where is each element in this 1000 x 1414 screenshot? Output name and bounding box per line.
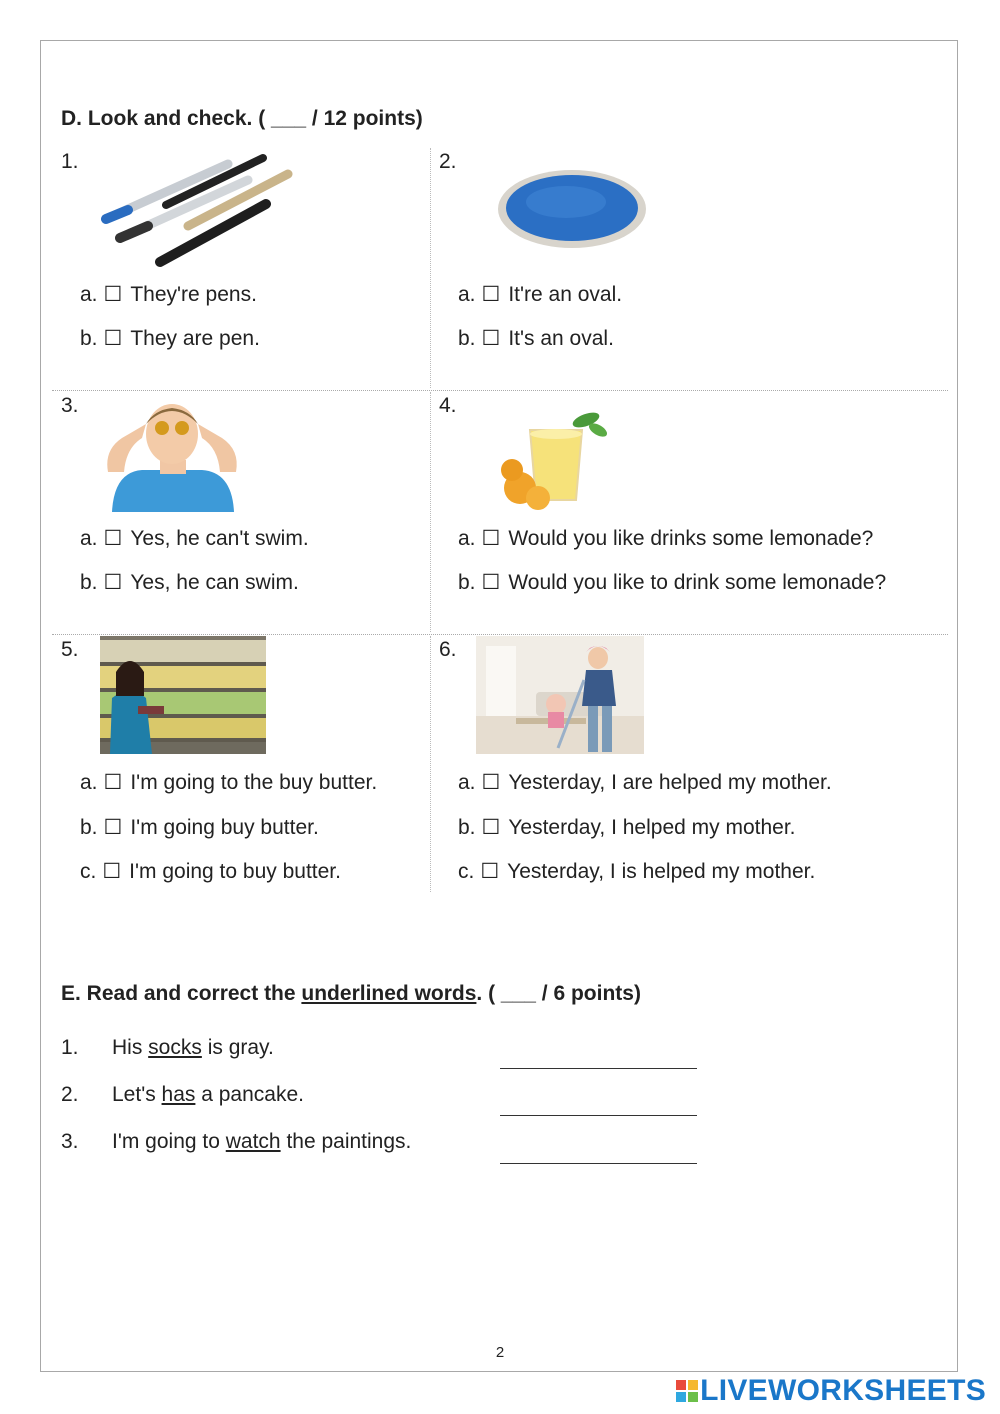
cleaning-image (476, 636, 644, 754)
answer-line-2[interactable] (500, 1115, 697, 1116)
underlined-word: socks (148, 1036, 202, 1059)
heading-part: . ( ___ / 6 points) (476, 982, 641, 1005)
question-number: 1. (61, 150, 79, 173)
option-text: Yes, he can't swim. (130, 527, 309, 550)
answer-line-3[interactable] (500, 1163, 697, 1164)
option-text: Yesterday, I are helped my mother. (508, 771, 832, 794)
lemonade-image (490, 406, 614, 512)
option-letter: b. (80, 327, 98, 350)
boy-goggles-image (102, 402, 242, 512)
option-text: Would you like drinks some lemonade? (508, 527, 874, 550)
checkbox-icon[interactable]: ☐ (103, 571, 123, 594)
checkbox-icon[interactable]: ☐ (103, 527, 123, 550)
question-number: 2. (439, 150, 457, 173)
heading-part: E. Read and correct the (61, 982, 302, 1005)
checkbox-icon[interactable]: ☐ (481, 283, 501, 306)
grid-divider-vertical (430, 636, 431, 892)
option-letter: a. (80, 771, 98, 794)
option-text: They're pens. (130, 283, 257, 306)
underlined-word: watch (225, 1130, 281, 1153)
option-4a[interactable] (458, 526, 873, 551)
item-number: 1. (61, 1036, 79, 1059)
option-text: They are pen. (130, 327, 260, 350)
option-text: It's an oval. (508, 327, 614, 350)
sentence-part: is gray. (201, 1036, 274, 1059)
checkbox-icon[interactable]: ☐ (480, 860, 500, 883)
question-number: 5. (61, 638, 79, 661)
option-text: Would you like to drink some lemonade? (508, 571, 887, 594)
option-text: Yes, he can swim. (130, 571, 299, 594)
sentence-part: I'm going to (112, 1130, 226, 1153)
option-3b[interactable] (80, 570, 299, 595)
option-letter: c. (458, 860, 475, 883)
option-letter: a. (458, 527, 476, 550)
brand-logo[interactable] (676, 1374, 986, 1408)
option-3a[interactable] (80, 526, 309, 551)
option-6b[interactable] (458, 815, 796, 840)
sentence-part: a pancake. (195, 1083, 304, 1106)
option-2a[interactable] (458, 282, 622, 307)
section-e-heading (61, 982, 641, 1006)
question-number: 6. (439, 638, 457, 661)
option-letter: b. (80, 571, 98, 594)
option-5a[interactable] (80, 770, 377, 795)
option-1a[interactable] (80, 282, 257, 307)
answer-line-1[interactable] (500, 1068, 697, 1069)
checkbox-icon[interactable]: ☐ (481, 816, 501, 839)
pens-image (98, 150, 298, 268)
checkbox-icon[interactable]: ☐ (103, 283, 123, 306)
question-number: 3. (61, 394, 79, 417)
liveworksheets-logo-icon (676, 1380, 698, 1402)
option-text: I'm going to buy butter. (129, 860, 341, 883)
option-letter: b. (80, 816, 98, 839)
grid-divider-horizontal (52, 390, 948, 391)
checkbox-icon[interactable]: ☐ (103, 327, 123, 350)
oval-image (496, 168, 648, 250)
option-text: Yesterday, I is helped my mother. (507, 860, 816, 883)
option-letter: a. (80, 283, 98, 306)
option-letter: b. (458, 571, 476, 594)
checkbox-icon[interactable]: ☐ (481, 771, 501, 794)
option-letter: b. (458, 327, 476, 350)
option-6a[interactable] (458, 770, 832, 795)
correction-sentence-3 (112, 1130, 411, 1154)
option-6c[interactable] (458, 859, 815, 884)
option-letter: c. (80, 860, 97, 883)
checkbox-icon[interactable]: ☐ (103, 771, 123, 794)
checkbox-icon[interactable]: ☐ (103, 816, 123, 839)
option-5c[interactable] (80, 859, 341, 884)
option-letter: a. (458, 283, 476, 306)
supermarket-image (100, 636, 266, 754)
checkbox-icon[interactable]: ☐ (102, 860, 122, 883)
option-text: I'm going to the buy butter. (130, 771, 378, 794)
option-letter: b. (458, 816, 476, 839)
option-2b[interactable] (458, 326, 614, 351)
grid-divider-vertical (430, 392, 431, 632)
option-5b[interactable] (80, 815, 319, 840)
checkbox-icon[interactable]: ☐ (481, 527, 501, 550)
page-number: 2 (495, 1344, 505, 1361)
sentence-part: His (112, 1036, 149, 1059)
item-number: 3. (61, 1130, 79, 1153)
option-1b[interactable] (80, 326, 260, 351)
correction-sentence-2 (112, 1083, 304, 1107)
sentence-part: Let's (112, 1083, 162, 1106)
grid-divider-vertical (430, 148, 431, 388)
option-text: It're an oval. (508, 283, 623, 306)
sentence-part: the paintings. (280, 1130, 412, 1153)
grid-divider-horizontal (52, 634, 948, 635)
item-number: 2. (61, 1083, 79, 1106)
brand-name: LIVEWORKSHEETS (700, 1374, 986, 1407)
checkbox-icon[interactable]: ☐ (481, 571, 501, 594)
option-letter: a. (458, 771, 476, 794)
option-text: I'm going buy butter. (130, 816, 319, 839)
option-text: Yesterday, I helped my mother. (508, 816, 796, 839)
question-number: 4. (439, 394, 457, 417)
option-4b[interactable] (458, 570, 886, 595)
section-d-heading: D. Look and check. ( ___ / 12 points) (61, 107, 423, 130)
option-letter: a. (80, 527, 98, 550)
checkbox-icon[interactable]: ☐ (481, 327, 501, 350)
underlined-word: has (161, 1083, 196, 1106)
heading-underlined: underlined words (301, 982, 477, 1005)
correction-sentence-1 (112, 1036, 274, 1060)
